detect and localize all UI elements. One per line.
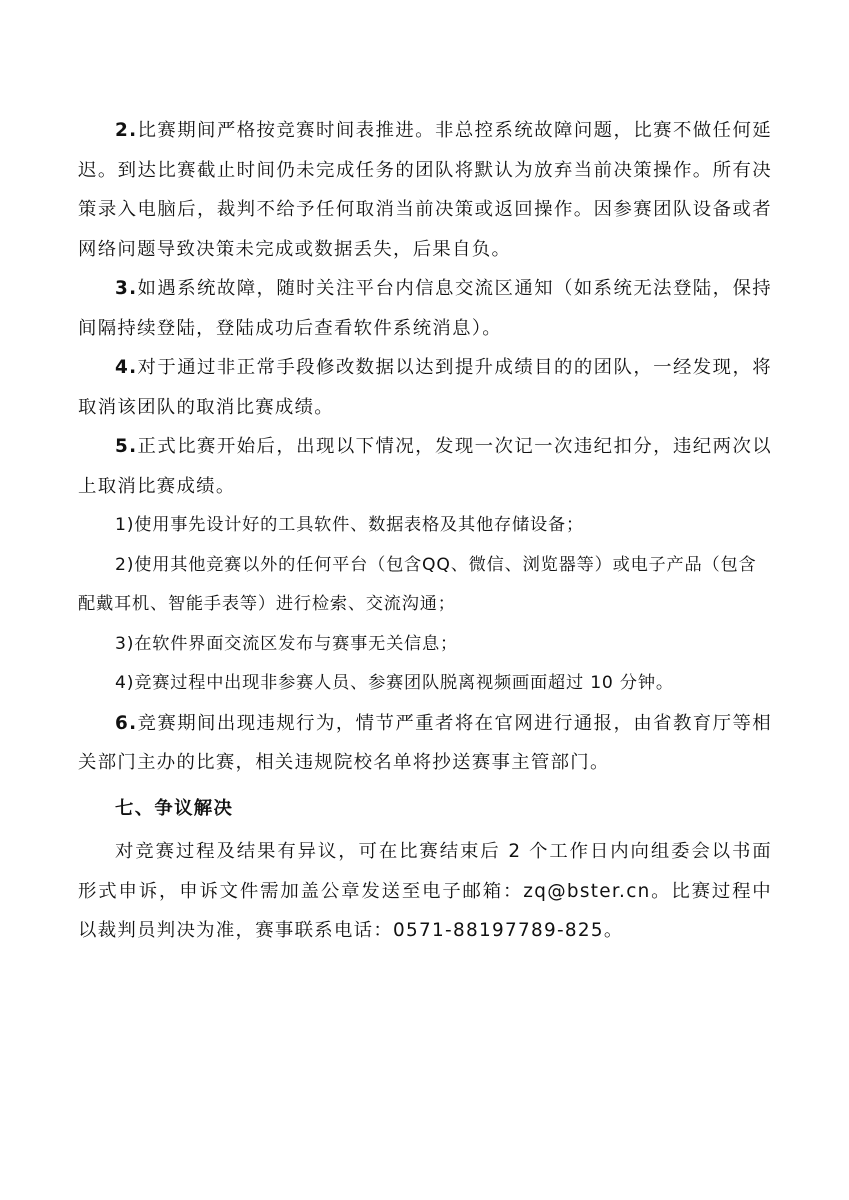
violation-item-1: 1)使用事先设计好的工具软件、数据表格及其他存储设备； xyxy=(115,515,584,535)
rule-text: 比赛期间严格按竞赛时间表推进。非总控系统故障问题，比赛不做任何延迟。到达比赛截止时间仍未完成任务的团队将默认为放弃当前决策操作。所有决策录入电脑后，裁判不给予任何取消当前决策或返回操作。因参赛团队设备或者网络问题导致决策未完成或数据丢失，后果自负。 xyxy=(78,120,772,260)
document-body xyxy=(78,111,772,951)
rule-item-6 xyxy=(78,704,772,783)
rule-text: 正式比赛开始后，出现以下情况，发现一次记一次违纪扣分，违纪两次以上取消比赛成绩。 xyxy=(78,436,772,497)
rule-text: 如遇系统故障，随时关注平台内信息交流区通知（如系统无法登陆，保持间隔持续登陆，登陆成功后查看软件系统消息）。 xyxy=(78,278,772,339)
rule-item-4 xyxy=(78,348,772,427)
rule-number: 2. xyxy=(115,120,138,141)
rule-item-5 xyxy=(78,427,772,506)
violation-item-3: 3)在软件界面交流区发布与赛事无关信息； xyxy=(115,633,459,654)
rule-number: 3. xyxy=(115,278,138,299)
section-heading-dispute: 七、争议解决 xyxy=(115,797,234,819)
rule-number: 4. xyxy=(115,357,138,378)
violation-item-4: 4)竞赛过程中出现非参赛人员、参赛团队脱离视频画面超过 10 分钟。 xyxy=(115,673,674,693)
rule-text: 对于通过非正常手段修改数据以达到提升成绩目的的团队，一经发现，将取消该团队的取消比赛成绩。 xyxy=(78,357,772,418)
rule-number: 5. xyxy=(115,436,138,457)
dispute-paragraph: 对竞赛过程及结果有异议，可在比赛结束后 2 个工作日内向组委会以书面形式申诉，申诉文件需加盖公章发送至电子邮箱：zq@bster.cn。比赛过程中以裁判员判决为准，赛事联系电话：0571-88197789-825。 xyxy=(78,841,772,941)
rule-text: 竞赛期间出现违规行为，情节严重者将在官网进行通报，由省教育厅等相关部门主办的比赛，相关违规院校名单将抄送赛事主管部门。 xyxy=(78,712,772,773)
violation-item-2: 2)使用其他竞赛以外的任何平台（包含QQ、微信、浏览器等）或电子产品（包含配戴耳机、智能手表等）进行检索、交流沟通； xyxy=(78,554,757,614)
rule-number: 6. xyxy=(115,712,138,734)
rule-item-3 xyxy=(78,269,772,348)
rule-item-2 xyxy=(78,111,772,269)
